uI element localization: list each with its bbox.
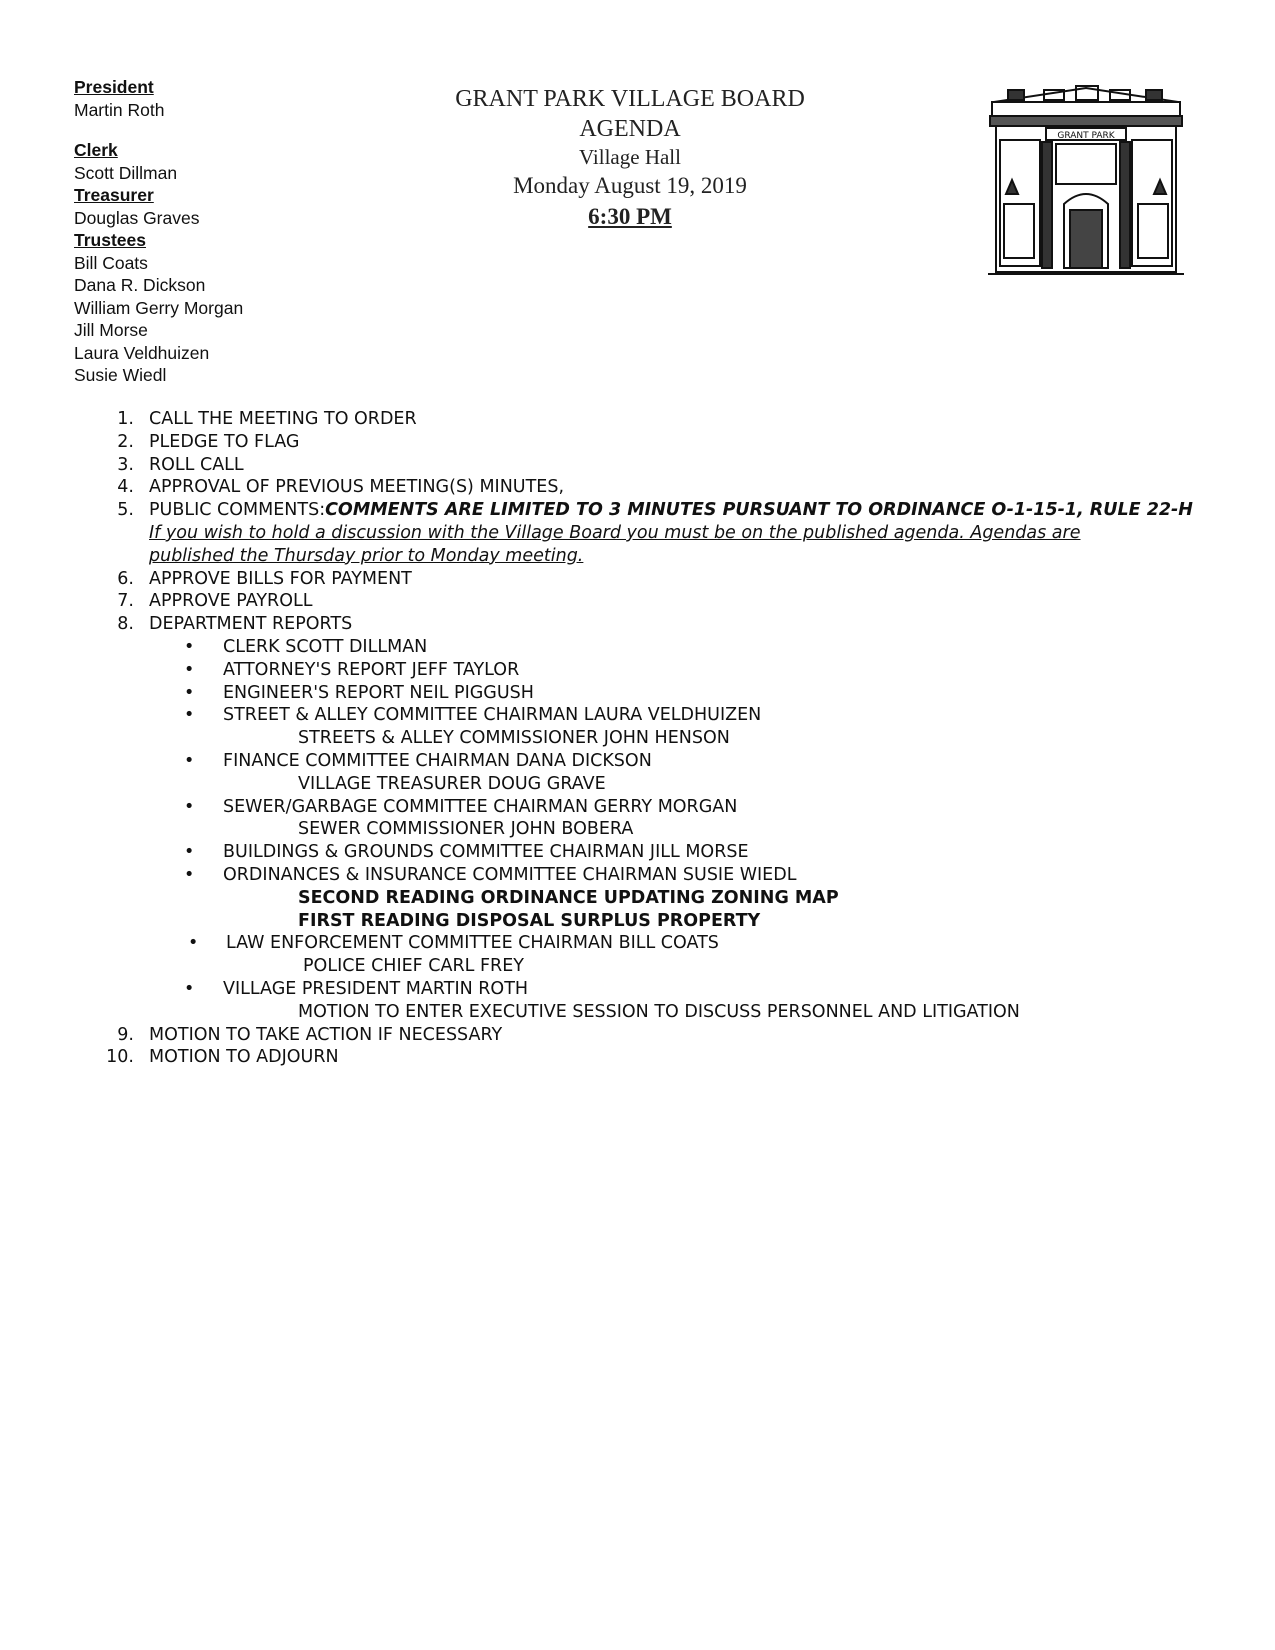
agenda-list (0, 408, 1275, 1069)
trustee-name: Dana R. Dickson (74, 275, 206, 295)
president-label: President (74, 77, 154, 97)
report-ordinances: • ORDINANCES & INSURANCE COMMITTEE CHAIRMAN SUSIE WIEDL (184, 864, 797, 885)
trustee-name: Bill Coats (74, 252, 148, 273)
board-title: GRANT PARK VILLAGE BOARD (455, 86, 805, 112)
meeting-location: Village Hall (579, 145, 681, 169)
treasurer-name: Douglas Graves (74, 207, 200, 228)
document-header (430, 84, 830, 232)
public-comments-note: If you wish to hold a discussion with the Village Board you must be on the published agenda. Agendas are published the Thursday prior to Monday meeting. (149, 522, 1081, 566)
trustee-name: William Gerry Morgan (74, 297, 244, 318)
report-president-sub: MOTION TO ENTER EXECUTIVE SESSION TO DISCUSS PERSONNEL AND LITIGATION (298, 1001, 1020, 1022)
agenda-item-1: 1. CALL THE MEETING TO ORDER (117, 409, 417, 429)
officials-list (74, 76, 243, 387)
trustee-name: Jill Morse (74, 320, 148, 340)
report-engineer: • ENGINEER'S REPORT NEIL PIGGUSH (184, 682, 534, 703)
agenda-item-2: 2. PLEDGE TO FLAG (117, 431, 300, 452)
report-president: • VILLAGE PRESIDENT MARTIN ROTH (184, 978, 529, 999)
president-name: Martin Roth (74, 99, 165, 120)
agenda-item-10: 10. MOTION TO ADJOURN (106, 1047, 339, 1068)
village-hall-illustration (986, 84, 1186, 278)
agenda-item-8: 8. DEPARTMENT REPORTS (117, 614, 353, 635)
public-comments-rule: COMMENTS ARE LIMITED TO 3 MINUTES PURSUANT TO ORDINANCE O-1-15-1, RULE 22-H (325, 500, 1193, 521)
report-ordinances-sub-1: SECOND READING ORDINANCE UPDATING ZONING MAP (298, 887, 839, 908)
report-sewer: • SEWER/GARBAGE COMMITTEE CHAIRMAN GERRY MORGAN (184, 796, 738, 817)
report-law: • LAW ENFORCEMENT COMMITTEE CHAIRMAN BILL COATS (188, 933, 719, 954)
report-attorney: • ATTORNEY'S REPORT JEFF TAYLOR (184, 659, 520, 680)
agenda-item-5: 5. PUBLIC COMMENTS:COMMENTS ARE LIMITED TO 3 MINUTES PURSUANT TO ORDINANCE O-1-15-1, RULE 22-H (117, 500, 1193, 521)
report-finance: • FINANCE COMMITTEE CHAIRMAN DANA DICKSON (184, 750, 652, 771)
trustees-label: Trustees (74, 230, 146, 250)
agenda-item-4: 4. APPROVAL OF PREVIOUS MEETING(S) MINUTES, (117, 477, 565, 498)
clerk-name: Scott Dillman (74, 162, 178, 183)
agenda-item-9: 9. MOTION TO TAKE ACTION IF NECESSARY (117, 1024, 503, 1045)
report-buildings: • BUILDINGS & GROUNDS COMMITTEE CHAIRMAN JILL MORSE (184, 842, 749, 863)
report-street: • STREET & ALLEY COMMITTEE CHAIRMAN LAURA VELDHUIZEN (184, 705, 762, 726)
report-street-sub: STREETS & ALLEY COMMISSIONER JOHN HENSON (298, 728, 730, 749)
meeting-time: 6:30 PM (588, 204, 672, 229)
trustee-name: Laura Veldhuizen (74, 342, 210, 363)
report-finance-sub: VILLAGE TREASURER DOUG GRAVE (298, 773, 606, 794)
meeting-date: Monday August 19, 2019 (513, 173, 747, 198)
report-sewer-sub: SEWER COMMISSIONER JOHN BOBERA (298, 819, 634, 840)
agenda-title: AGENDA (579, 116, 681, 142)
clerk-label: Clerk (74, 140, 118, 160)
report-law-sub: POLICE CHIEF CARL FREY (303, 956, 524, 977)
agenda-item-7: 7. APPROVE PAYROLL (117, 591, 313, 612)
building-sign-text: GRANT PARK (1057, 131, 1115, 141)
report-clerk: • CLERK SCOTT DILLMAN (184, 636, 428, 657)
report-ordinances-sub-2: FIRST READING DISPOSAL SURPLUS PROPERTY (298, 910, 761, 931)
agenda-item-3: 3. ROLL CALL (117, 454, 244, 475)
agenda-item-6: 6. APPROVE BILLS FOR PAYMENT (117, 568, 412, 589)
treasurer-label: Treasurer (74, 185, 154, 205)
trustee-name: Susie Wiedl (74, 365, 167, 385)
